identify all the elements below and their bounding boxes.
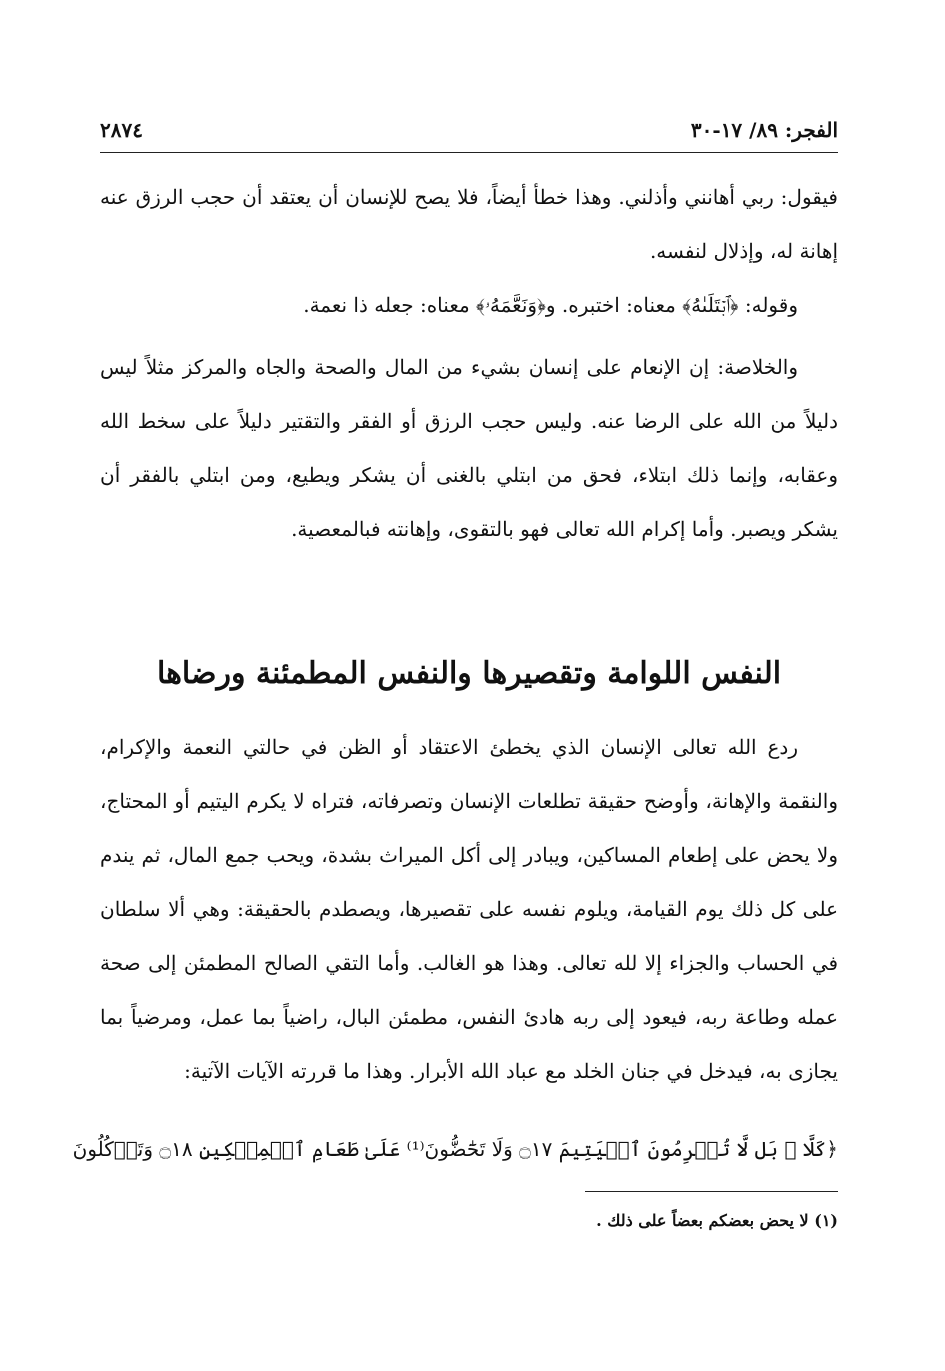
paragraph-vocabulary: [100, 278, 838, 332]
page-header: [100, 110, 838, 150]
running-title: الفجر: ٨٩/ ١٧-٣٠: [690, 118, 838, 142]
paragraph-summary: [100, 340, 838, 556]
quran-verse-line: ﴿كَلَّا ۖ بَل لَّا تُكۡرِمُونَ ٱلۡيَتِيمَ ۝١٧ وَلَا تَحَٰٓضُّونَ⁽¹⁾ عَلَىٰ طَعَامِ ٱلۡمِسۡكِينِ ۝١٨ وَتَأۡكُلُونَ: [72, 1137, 838, 1161]
section-heading: النفس اللوامة وتقصيرها والنفس المطمئنة ورضاها: [156, 656, 782, 691]
footnote: (١) لا يحض بعضكم بعضاً على ذلك .: [596, 1211, 838, 1230]
header-divider: [100, 152, 838, 153]
paragraph-text: وقوله: ﴿ٱبۡتَلَىٰهُ﴾ معناه: اختبره. و﴿وَنَعَّمَهُۥ﴾ معناه: جعله ذا نعمة.: [303, 293, 798, 317]
paragraph-text: والخلاصة: إن الإنعام على إنسان بشيء من المال والصحة والجاه والمركز مثلاً ليس دليلاً من الله على الرضا عنه. وليس حجب الرزق أو الفقر والتقتير دليلاً على سخط الله وعقابه، وإنما ذلك ابتلاء، فحق من ابتلي بالغنى أن يشكر ويطيع، ومن ابتلي بالفقر أن يشكر ويصبر. وأما إكرام الله تعالى فهو بالتقوى، وإهانته فبالمعصية.: [100, 355, 838, 541]
section-paragraph: [100, 720, 838, 1098]
footnote-divider: [585, 1191, 838, 1192]
paragraph-continuation: [100, 170, 838, 278]
page-number: ٢٨٧٤: [100, 118, 143, 142]
paragraph-text: ردع الله تعالى الإنسان الذي يخطئ الاعتقاد أو الظن في حالتي النعمة والإكرام، والنقمة والإهانة، وأوضح حقيقة تطلعات الإنسان وتصرفاته، فتراه لا يكرم اليتيم أو المحتاج، ولا يحض على إطعام المساكين، ويبادر إلى أكل الميراث بشدة، ويحب جمع المال، ثم يندم على كل ذلك يوم القيامة، ويلوم نفسه على تقصيرها، ويصطدم بالحقيقة: وهي ألا سلطان في الحساب والجزاء إلا لله تعالى. وهذا هو الغالب. وأما التقي الصالح المطمئن إلى صحة عمله وطاعة ربه، فيعود إلى ربه هادئ النفس، مطمئن البال، راضياً بما عمل، ومرضياً بما يجازى به، فيدخل في جنان الخلد مع عباد الله الأبرار. وهذا ما قررته الآيات الآتية:: [100, 735, 839, 1083]
paragraph-text: فيقول: ربي أهانني وأذلني. وهذا خطأ أيضاً، فلا يصح للإنسان أن يعتقد أن حجب الرزق عنه إهانة له، وإذلال لنفسه.: [100, 185, 838, 263]
